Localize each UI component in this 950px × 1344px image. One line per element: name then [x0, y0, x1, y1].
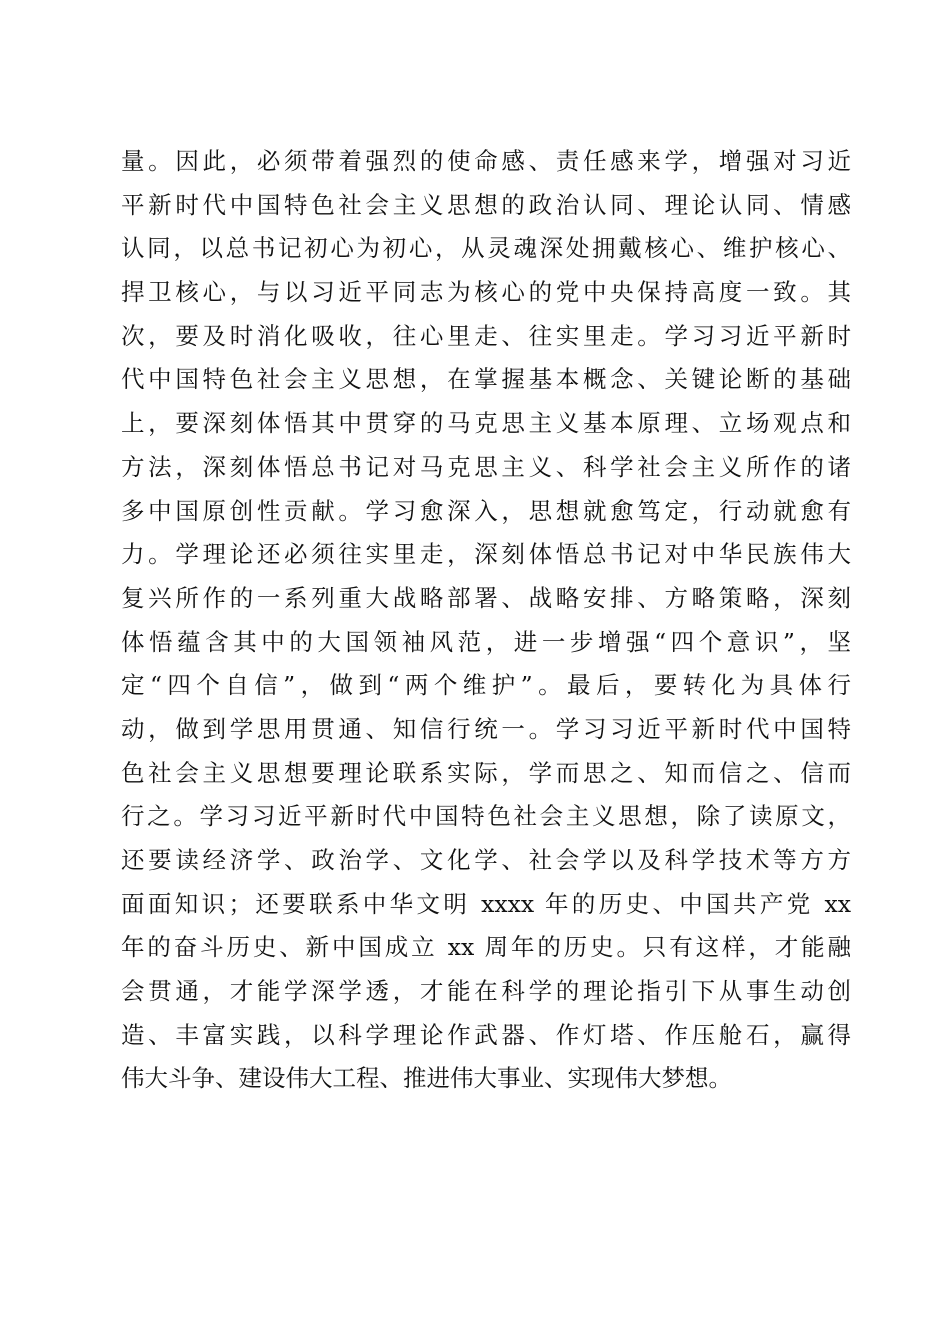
- text-line: 定“四个自信”，做到“两个维护”。最后，要转化为具体行: [121, 671, 851, 700]
- text-line: 上，要深刻体悟其中贯穿的马克思主义基本原理、立场观点和: [121, 409, 851, 438]
- body-paragraph: [121, 140, 851, 1101]
- text-line: 量。因此，必须带着强烈的使命感、责任感来学，增强对习近: [121, 147, 851, 175]
- text-line: 动，做到学思用贯通、知信行统一。学习习近平新时代中国特: [121, 714, 851, 743]
- text-line: 体悟蕴含其中的大国领袖风范，进一步增强“四个意识”，坚: [121, 627, 851, 656]
- text-line: 认同，以总书记初心为初心，从灵魂深处拥戴核心、维护核心、: [121, 234, 851, 263]
- text-line: 复兴所作的一系列重大战略部署、战略安排、方略策略，深刻: [121, 583, 851, 612]
- text-line: 造、丰富实践，以科学理论作武器、作灯塔、作压舱石，赢得: [121, 1020, 851, 1049]
- text-line: 面面知识；还要联系中华文明 xxxx 年的历史、中国共产党 xx: [121, 889, 851, 918]
- text-line: 行之。学习习近平新时代中国特色社会主义思想，除了读原文，: [121, 802, 851, 831]
- text-line: 伟大斗争、建设伟大工程、推进伟大事业、实现伟大梦想。: [121, 1064, 732, 1093]
- text-line: 年的奋斗历史、新中国成立 xx 周年的历史。只有这样，才能融: [121, 933, 851, 962]
- text-line: 平新时代中国特色社会主义思想的政治认同、理论认同、情感: [121, 190, 851, 219]
- text-line: 色社会主义思想要理论联系实际，学而思之、知而信之、信而: [121, 758, 851, 787]
- text-line: 会贯通，才能学深学透，才能在科学的理论指引下从事生动创: [121, 977, 851, 1006]
- text-line: 代中国特色社会主义思想，在掌握基本概念、关键论断的基础: [121, 365, 851, 394]
- text-line: 力。学理论还必须往实里走，深刻体悟总书记对中华民族伟大: [121, 540, 851, 569]
- text-line: 多中国原创性贡献。学习愈深入，思想就愈笃定，行动就愈有: [121, 496, 851, 525]
- text-line: 方法，深刻体悟总书记对马克思主义、科学社会主义所作的诸: [121, 452, 851, 481]
- text-line: 捍卫核心，与以习近平同志为核心的党中央保持高度一致。其: [121, 278, 851, 307]
- text-line: 次，要及时消化吸收，往心里走、往实里走。学习习近平新时: [121, 321, 851, 350]
- text-line: 还要读经济学、政治学、文化学、社会学以及科学技术等方方: [121, 846, 851, 874]
